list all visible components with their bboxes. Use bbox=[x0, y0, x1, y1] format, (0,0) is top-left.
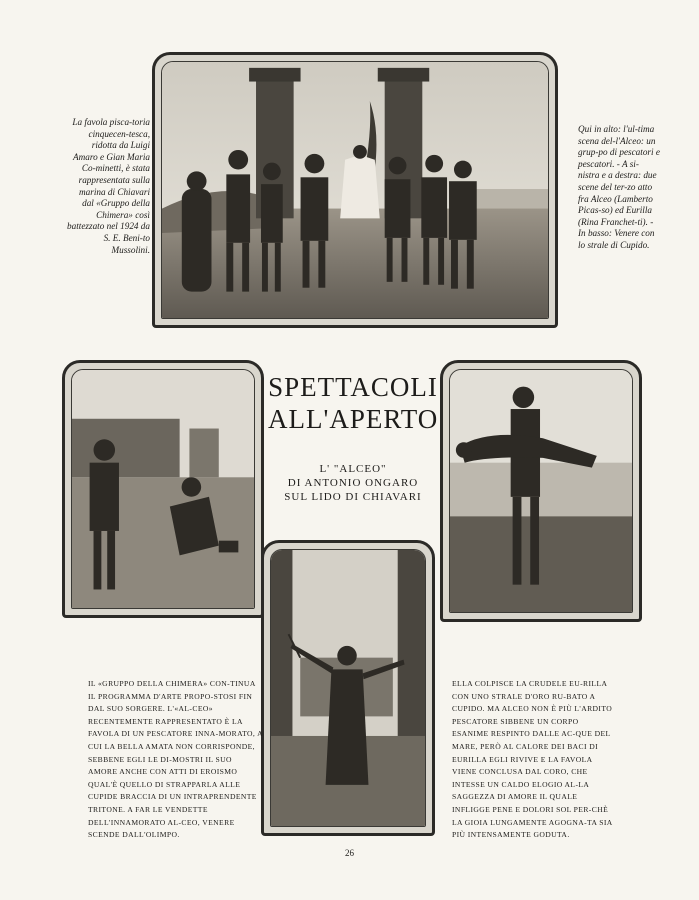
subhead-line-3: SUL LIDO DI CHIAVARI bbox=[284, 491, 422, 503]
photo-alceo-eurilla-left bbox=[62, 360, 264, 618]
venus-image bbox=[271, 550, 425, 826]
headline bbox=[268, 371, 438, 435]
subhead-line-2: DI ANTONIO ONGARO bbox=[287, 477, 419, 489]
body-column-right: ELLA COLPISCE LA CRUDELE EU-RILLA CON UNO STRALE D'ORO RU-BATO A CUPIDO. MA ALCEO NON È PIÙ L'ARDITO PESCATORE SIBBENE UN CORPO ESANIME RESPINTO DALLE AC-QUE DEL MARE, PERÒ AL CALORE DEI BACI DI EURILLA EGLI RIVIVE E LA FAVOLA VIENE CONCLUSA DAL CORO, CHE INTESSE UN CALDO ELOGIO AL-LA SAGGEZZA DI AMORE IL QUALE INFLIGGE PENE E DOLORI SOL PER-CHÈ LA GIOIA LUNGAMENTE AGOGNA-TA SIA PIÙ INTENSAMENTE GODUTA. bbox=[452, 679, 613, 840]
subheadline bbox=[268, 462, 438, 504]
alceo-eurilla-right-image bbox=[450, 370, 632, 612]
page-number: 26 bbox=[345, 848, 354, 858]
body-column-left: IL «GRUPPO DELLA CHIMERA» CON-TINUA IL PROGRAMMA D'ARTE PROPO-STOSI FIN DAL SUO SORGERE. L'«AL-CEO» RECENTEMENTE RAPPRESENTATO È LA FAVOLA DI UN PESCATORE INNA-MORATO, A CUI LA BELLA AMATA NON CORRISPONDE, SEBBENE EGLI LE DI-MOSTRI IL SUO AMORE ANCHE CON ATTI DI EROISMO QUAL'È QUELLO DI STRAPPARLA ALLE CUPIDE BRACCIA DI UN INTRAPRENDENTE TRITONE. A FAR LE VENDETTE DELL'INNAMORATO AL-CEO, VENERE SCENDE DALL'OLIMPO. bbox=[88, 679, 263, 840]
final-scene-image bbox=[162, 62, 548, 318]
photo-final-scene bbox=[152, 52, 558, 328]
photo-alceo-eurilla-right bbox=[440, 360, 642, 622]
headline-line-1: SPETTACOLI bbox=[268, 372, 438, 402]
subhead-line-1: L' "ALCEO" bbox=[319, 463, 387, 475]
caption-left: La favola pisca-toria cinquecen-tesca, ridotta da Luigi Amaro e Gian Maria Co-minetti, è stata rappresentata sulla marina di Chiavari dal «Gruppo della Chimera» così battezzato nel 1924 da S. E. Beni-to Mussolini. bbox=[67, 117, 150, 255]
caption-right: Qui in alto: l'ul-tima scena del-l'Alceo: un grup-po di pescatori e pescatori. - A si-nistra e a destra: due scene del ter-zo atto fra Alceo (Lamberto Picas-so) ed Eurilla (Rina Franchet-ti). - In basso: Venere con lo strale di Cupido. bbox=[578, 124, 660, 250]
photo-venus bbox=[261, 540, 435, 836]
headline-line-2: ALL'APERTO bbox=[268, 404, 439, 434]
alceo-eurilla-left-image bbox=[72, 370, 254, 608]
